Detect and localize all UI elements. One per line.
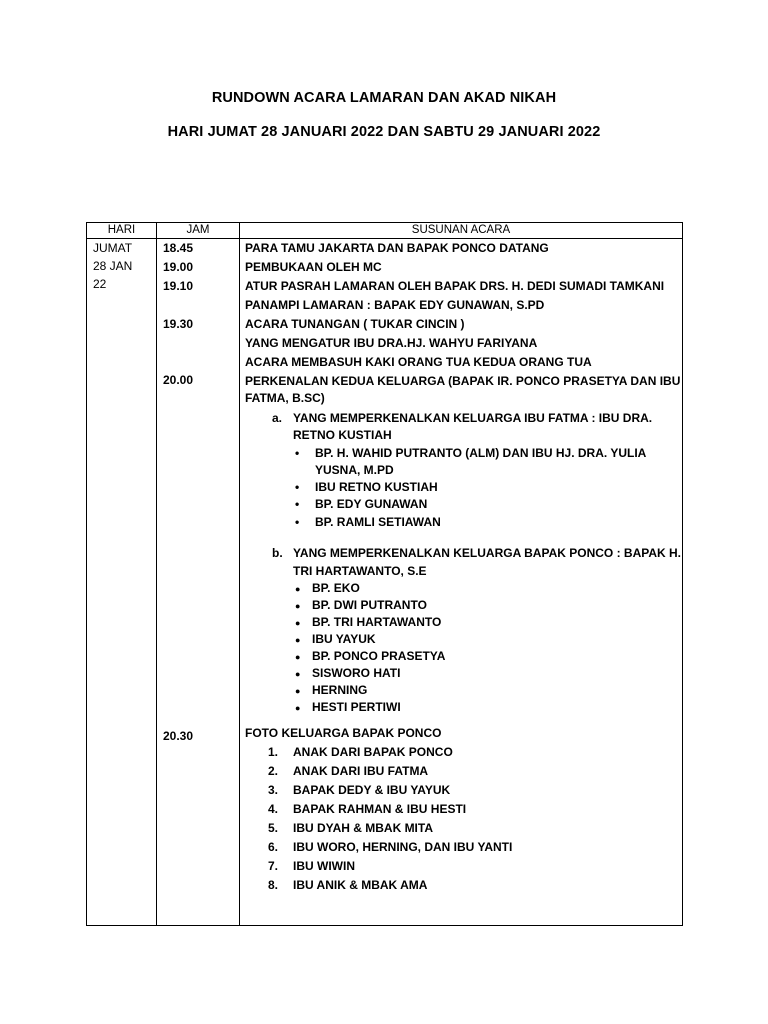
table-row [87, 239, 683, 926]
list-item-cont: YUSNA, M.PD [315, 463, 394, 477]
list-item: HESTI PERTIWI [312, 700, 401, 714]
group-b-bullet: ● [295, 686, 301, 696]
group-b-heading-cont: TRI HARTAWANTO, S.E [293, 564, 427, 578]
rundown-table [86, 222, 683, 926]
group-a-bullet: • [295, 480, 300, 494]
list-item: IBU DYAH & MBAK MITA [293, 821, 433, 835]
list-item: BP. EKO [312, 581, 360, 595]
hari-year: 22 [93, 277, 107, 291]
jam-1900: 19.00 [163, 260, 194, 274]
list-item: IBU WIWIN [293, 859, 355, 873]
header-jam: JAM [157, 223, 240, 239]
list-item: BP. H. WAHID PUTRANTO (ALM) DAN IBU HJ. DRA. YULIA [315, 446, 647, 460]
page-subtitle: HARI JUMAT 28 JANUARI 2022 DAN SABTU 29 JANUARI 2022 [167, 124, 601, 140]
group-a-heading: YANG MEMPERKENALKAN KELUARGA IBU FATMA : IBU DRA. [293, 411, 653, 425]
list-item: BP. DWI PUTRANTO [312, 598, 427, 612]
group-b-bullet: ● [295, 703, 301, 713]
list-item: IBU YAYUK [312, 632, 376, 646]
list-item: SISWORO HATI [312, 666, 401, 680]
group-b-marker: b. [272, 546, 283, 560]
acara-item: ATUR PASRAH LAMARAN OLEH BAPAK DRS. H. DEDI SUMADI TAMKANI [245, 279, 665, 293]
group-a-bullet: • [295, 446, 300, 460]
list-item: ANAK DARI IBU FATMA [293, 764, 429, 778]
jam-2030: 20.30 [163, 729, 194, 743]
list-item: IBU ANIK & MBAK AMA [293, 878, 428, 892]
foto-number: 8. [268, 878, 279, 892]
list-item: BAPAK RAHMAN & IBU HESTI [293, 802, 467, 816]
acara-item: ACARA MEMBASUH KAKI ORANG TUA KEDUA ORANG TUA [245, 355, 592, 369]
foto-number: 4. [268, 802, 279, 816]
jam-1930: 19.30 [163, 317, 194, 331]
list-item: HERNING [312, 683, 368, 697]
acara-item-cont: FATMA, B.SC) [245, 391, 325, 405]
group-b-bullet: ● [295, 601, 301, 611]
list-item: BP. EDY GUNAWAN [315, 497, 428, 511]
hari-day: JUMAT [93, 241, 133, 255]
foto-number: 5. [268, 821, 279, 835]
list-item: IBU RETNO KUSTIAH [315, 480, 438, 494]
group-a-bullet: • [295, 497, 300, 511]
header-hari: HARI [87, 223, 157, 239]
hari-date: 28 JAN [93, 259, 133, 273]
acara-cell [240, 239, 683, 926]
jam-1910: 19.10 [163, 279, 194, 293]
group-b-bullet: ● [295, 584, 301, 594]
foto-number: 1. [268, 745, 279, 759]
page-title: RUNDOWN ACARA LAMARAN DAN AKAD NIKAH [211, 90, 557, 106]
group-b-heading: YANG MEMPERKENALKAN KELUARGA BAPAK PONCO : BAPAK H. [293, 546, 682, 560]
group-b-bullet: ● [295, 669, 301, 679]
hari-cell [87, 239, 157, 926]
list-item: ANAK DARI BAPAK PONCO [293, 745, 453, 759]
header-susunan-acara: SUSUNAN ACARA [240, 223, 683, 239]
list-item: BP. TRI HARTAWANTO [312, 615, 442, 629]
list-item: IBU WORO, HERNING, DAN IBU YANTI [293, 840, 513, 854]
acara-item: PANAMPI LAMARAN : BAPAK EDY GUNAWAN, S.PD [245, 298, 545, 312]
foto-number: 2. [268, 764, 279, 778]
acara-item: PARA TAMU JAKARTA DAN BAPAK PONCO DATANG [245, 241, 549, 255]
group-a-bullet: • [295, 515, 300, 529]
foto-heading: FOTO KELUARGA BAPAK PONCO [245, 726, 442, 740]
group-a-heading-cont: RETNO KUSTIAH [293, 428, 392, 442]
acara-item: PEMBUKAAN OLEH MC [245, 260, 382, 274]
group-b-bullet: ● [295, 635, 301, 645]
table-header-row [87, 223, 683, 239]
list-item: BAPAK DEDY & IBU YAYUK [293, 783, 451, 797]
acara-item: YANG MENGATUR IBU DRA.HJ. WAHYU FARIYANA [245, 336, 538, 350]
acara-item: PERKENALAN KEDUA KELUARGA (BAPAK IR. PONCO PRASETYA DAN IBU [245, 374, 681, 388]
jam-2000: 20.00 [163, 373, 194, 387]
list-item: BP. RAMLI SETIAWAN [315, 515, 441, 529]
list-item: BP. PONCO PRASETYA [312, 649, 446, 663]
group-b-bullet: ● [295, 618, 301, 628]
group-b-bullet: ● [295, 652, 301, 662]
jam-cell [157, 239, 240, 926]
acara-item: ACARA TUNANGAN ( TUKAR CINCIN ) [245, 317, 465, 331]
group-a-marker: a. [272, 411, 283, 425]
foto-number: 6. [268, 840, 279, 854]
foto-number: 3. [268, 783, 279, 797]
jam-1845: 18.45 [163, 241, 194, 255]
foto-number: 7. [268, 859, 279, 873]
